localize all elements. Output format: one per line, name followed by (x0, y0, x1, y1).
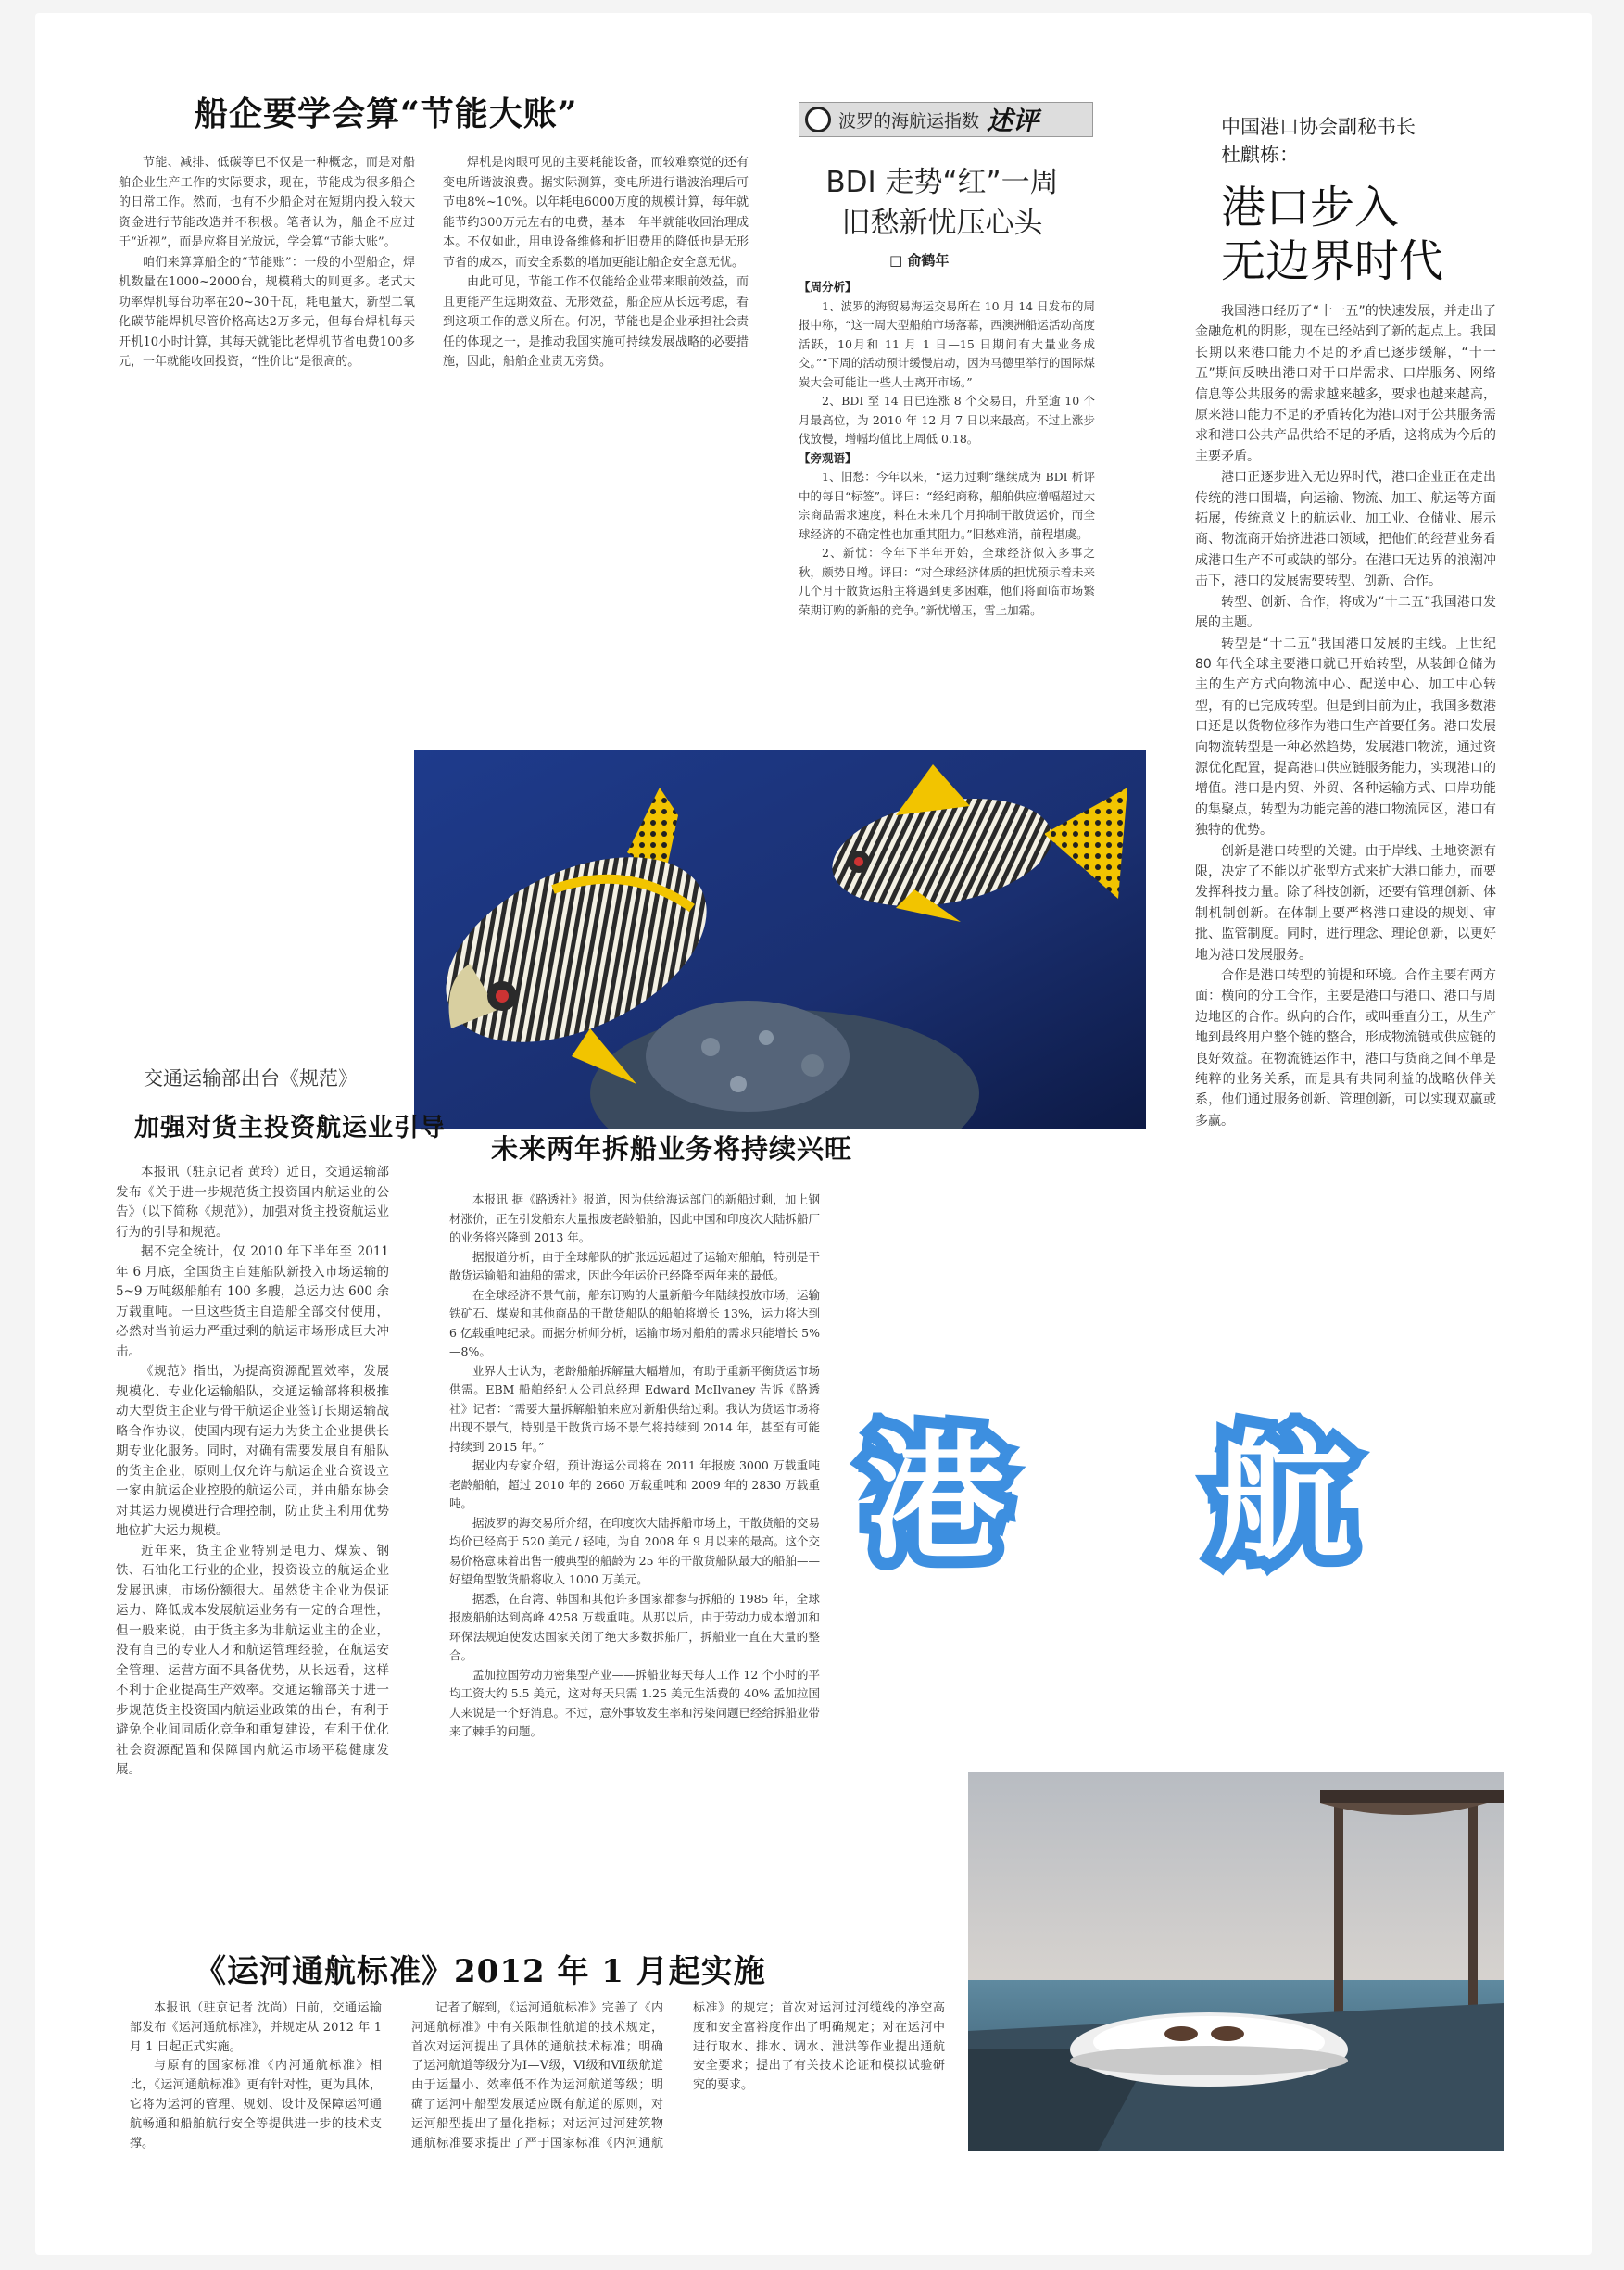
article4-title: 加强对货主投资航运业引导 (134, 1114, 446, 1142)
article2-paragraph: 2、新忧：今年下半年开始，全球经济似入多事之秋，颇势日增。评曰：“对全球经济体质的担忧预示着未来几个月干散货运船主将遇到更多困难，他们将面临市场繁荣期订购的新船的竞争。”新忧增压，雪上加霜。 (799, 546, 1095, 617)
article2-paragraph: 1、波罗的海贸易海运交易所在 10 月 14 日发布的周报中称，“这一周大型船舶市场落幕，西澳洲船运活动高度活跃，10月和 11 月 1 日—15 日期间有大量业务成交。”“下周的活动预计缓慢启动，因为马德里举行的国际煤炭大会可能让一些人士离开市场。” (799, 298, 1095, 389)
article3-paragraph: 转型是“十二五”我国港口发展的主线。上世纪 80 年代全球主要港口就已开始转型，从装卸仓储为主的生产方式向物流中心、配送中心、加工中心转型，有的已完成转型。但是到目前为止，我国多数港口还是以货物位移作为港口生产首要任务。港口发展向物流转型是一种必然趋势，发展港口物流，通过资源优化配置，提高港口供应链服务能力，实现港口的增值。港口是内贸、外贸、各种运输方式、口岸功能的集聚点，转型为功能完善的港口物流园区，港口有独特的优势。 (1195, 636, 1496, 839)
article2-title (799, 162, 1086, 244)
article2-title-line1: BDI 走势“红”一周 (825, 166, 1059, 199)
article2-paragraph: 1、旧愁：今年以来，“运力过剩”继续成为 BDI 析评中的每日“标签”。评曰：“经纪商称，船舶供应增幅超过大宗商品需求速度，料在未来几个月抑制干散货运价，而全球经济的不确定性也加重其阻力。”旧愁难消，前程堪虞。 (799, 470, 1095, 541)
column-tag-icon (805, 107, 831, 132)
article4-paragraph: 本报讯（驻京记者 黄玲）近日，交通运输部发布《关于进一步规范货主投资国内航运业的公告》（以下简称《规范》），加强对货主投资航运业行为的引导和规范。 (116, 1165, 389, 1240)
banner-char-shipping: 航 (1214, 1418, 1353, 1579)
article3-paragraph: 我国港口经历了“十一五”的快速发展，并走出了金融危机的阴影，现在已经站到了新的起点上。我国长期以来港口能力不足的矛盾已逐步缓解，“十一五”期间反映出港口对于口岸需求、口岸服务、网络信息等公共服务的需求越来越多，要求也越来越高，原来港口能力不足的矛盾转化为港口对于公共服务需求和港口公共产品供给不足的矛盾，这将成为今后的主要矛盾。 (1195, 304, 1496, 464)
article3-body (1195, 301, 1496, 1131)
article5-paragraph: 据悉，在台湾、韩国和其他许多国家都参与拆船的 1985 年，全球报废船舶达到高峰 4258 万载重吨。从那以后，由于劳动力成本增加和环保法规迫使发达国家关闭了绝大多数拆船厂，拆船业一直在大量的整合。 (449, 1591, 820, 1662)
article4-paragraph: 据不完全统计，仅 2010 年下半年至 2011 年 6 月底，全国货主自建船队新投入市场运输的 5~9 万吨级船舶有 100 多艘，总运力达 600 余万载重吨。一旦这些货主自造船全部交付使用，必然对当前运力严重过剩的航运市场形成巨大冲击。 (116, 1244, 389, 1359)
resort-illustration (968, 1772, 1504, 2151)
section-heading: 【周分析】 (799, 280, 857, 294)
article4-paragraph: 《规范》指出，为提高资源配置效率，发展规模化、专业化运输船队，交通运输部将积极推动大型货主企业与骨干航运企业签订长期运输战略合作协议，使国内现有运力为货主企业提供长期专业化服务。同时，对确有需要发展自有船队的货主企业，原则上仅允许与航运企业合资设立一家由航运企业控股的航运公司，并由船东协会对其运力规模进行合理控制，防止货主利用优势地位扩大运力规模。 (116, 1364, 389, 1538)
article3-kicker (1221, 113, 1416, 169)
article5-paragraph: 据波罗的海交易所介绍，在印度次大陆拆船市场上，干散货船的交易均价已经高于 520 美元 / 轻吨，为自 2008 年 9 月以来的最高。这个交易价格意味着出售一艘典型的船龄为 25 年的干散货船队最大的船舶——好望角型散货船将收入 1000 万美元。 (449, 1515, 821, 1586)
article5-paragraph: 本报讯 据《路透社》报道，因为供给海运部门的新船过剩，加上钢材涨价，正在引发船东大量报废老龄船舶，因此中国和印度次大陆拆船厂的业务将兴隆到 2013 年。 (449, 1192, 821, 1244)
article3-title-line1: 港口步入 (1221, 182, 1400, 233)
article1-paragraph: 由此可见，节能工作不仅能给企业带来眼前效益，而且更能产生远期效益、无形效益，船企应从长远考虑，看到这项工作的意义所在。何况，节能也是企业承担社会责任的体现之一，是推动我国实施可持续发展战略的必要措施，因此，船舶企业责无旁贷。 (443, 275, 749, 369)
article1-paragraph: 焊机是肉眼可见的主要耗能设备，而较难察觉的还有变电所谐波浪费。据实际测算，变电所进行谐波治理后可节电8%~10%。以年耗电6000万度的规模计算，每年就能节约300万元左右的电费，基本一年半就能收回治理成本。不仅如此，用电设备维修和折旧费用的降低也是无形节省的成本，而安全系数的增加更能让船企安全意无忧。 (443, 156, 749, 270)
article1-col2 (443, 153, 749, 372)
article6-paragraph: 记者了解到，《运河通航标准》完善了《内河通航标准》中有关限制性航道的技术规定，首次对运河提出了具体的通航技术标准；明确了运河航道等级分为Ⅰ—Ⅴ级，Ⅵ级和Ⅶ级航道由于运量小、效率低不作为运河航道等级；明确了运河中船型发展适应既有航道的原则，对运河船型提出了量化指标；对运河过河建筑物通航标准要求提出了严于国家标准《内河通航标准》的规定；首次对运河过河缆线的净空高度和安全富裕度作出了明确规定；对在运河中进行取水、排水、调水、泄洪等作业提出通航安全要求；提出了有关技术论证和模拟试验研究的要求。 (411, 2001, 945, 2150)
fish-illustration (414, 750, 1146, 1129)
article1-col1 (119, 153, 415, 372)
banner-char-port: 港 (866, 1418, 1006, 1579)
column-tag-label: 波罗的海航运指数 (838, 110, 980, 132)
article6-title: 《运河通航标准》2012 年 1 月起实施 (195, 1953, 766, 1990)
article1-paragraph: 咱们来算算船企的“节能账”：一般的小型船企，焊机数量在1000~2000台，规模稍大的则更多。老式大功率焊机每台功率在20~30千瓦，耗电量大，新型二氧化碳节能焊机尽管价格高达2万多元，但每台焊机每天开机10小时计算，其每天就能比老焊机节省电费100多元，一年就能收回投资，“性价比”是很高的。 (119, 255, 415, 369)
article3-kicker-title: 中国港口协会副秘书长 (1221, 116, 1416, 138)
article4-body (116, 1163, 389, 1781)
article4-kicker: 交通运输部出台《规范》 (144, 1067, 358, 1090)
article2-author: □ 俞鹤年 (889, 252, 950, 269)
article6-body (130, 1999, 945, 2153)
article3-title-line2: 无边界时代 (1221, 235, 1444, 287)
article5-title: 未来两年拆船业务将持续兴旺 (491, 1133, 853, 1165)
article5-body (449, 1191, 820, 1742)
column-tag-label-bold: 述评 (987, 106, 1039, 136)
article3-paragraph: 转型、创新、合作，将成为“十二五”我国港口发展的主题。 (1195, 594, 1496, 631)
article5-paragraph: 据业内专家介绍，预计海运公司将在 2011 年报废 3000 万载重吨老龄船舶，超过 2010 年的 2660 万载重吨和 2009 年的 2830 万载重吨。 (449, 1458, 820, 1510)
column-tag (799, 102, 1093, 137)
article6-paragraph: 本报讯（驻京记者 沈尚）日前，交通运输部发布《运河通航标准》，并规定从 2012 年 1 月 1 日起正式实施。 (130, 2001, 382, 2054)
section-heading: 【旁观语】 (799, 450, 857, 465)
article5-paragraph: 业界人士认为，老龄船舶拆解量大幅增加，有助于重新平衡货运市场供需。EBM 船舶经纪人公司总经理 Edward McIlvaney 告诉《路透社》记者：“需要大量拆解船舶来应对新船供给过剩。我认为货运市场将出现不景气，特别是干散货市场不景气将持续到 2014 年，甚至有可能持续到 2015 年。” (449, 1363, 821, 1454)
article3-paragraph: 合作是港口转型的前提和环境。合作主要有两方面：横向的分工合作，主要是港口与港口、港口与周边地区的合作。纵向的合作，或叫垂直分工，从生产地到最终用户整个链的整合，形成物流链或供应链的良好效益。在物流链运作中，港口与货商之间不单是纯粹的业务关系，而是具有共同利益的战略伙伴关系，他们通过服务创新、管理创新，可以实现双赢或多赢。 (1195, 968, 1496, 1129)
article1-title: 船企要学会算“节能大账” (195, 95, 578, 133)
article1-paragraph: 节能、减排、低碳等已不仅是一种概念，而是对船舶企业生产工作的实际要求，现在，节能成为很多船企的日常工作。然而，也有不少船企对在短期内投入较大资金进行节能改造并不积极。笔者认为，船企不应过于“近视”，而是应将目光放远，学会算“节能大账”。 (119, 156, 415, 249)
article2-body (799, 278, 1095, 620)
article3-title (1221, 181, 1443, 288)
article2-paragraph: 2、BDI 至 14 日已连涨 8 个交易日，升至逾 10 个月最高位，为 2010 年 12 月 7 日以来最高。不过上涨步伐放慢，增幅均值比上周低 0.18。 (799, 394, 1095, 446)
resort-photo (968, 1772, 1504, 2151)
article5-paragraph: 据报道分析，由于全球船队的扩张远远超过了运输对船舶，特别是干散货运输船和油船的需求，因此今年运价已经降至两年来的最低。 (449, 1249, 821, 1282)
article5-paragraph: 在全球经济不景气前，船东订购的大量新船今年陆续投放市场，运输铁矿石、煤炭和其他商品的干散货船队的船舶将增长 13%，运力将达到 6 亿载重吨纪录。而据分析师分析，运输市场对船舶的需求只能增长 5%—8%。 (449, 1287, 821, 1358)
article5-paragraph: 孟加拉国劳动力密集型产业——拆船业每天每人工作 12 个小时的平均工资大约 5.5 美元，这对每天只需 1.25 美元生活费的 40% 孟加拉国人来说是一个好消息。不过，意外事故发生率和污染问题已经给拆船业带来了棘手的问题。 (449, 1667, 821, 1738)
article3-kicker-person: 杜麒栋： (1221, 144, 1299, 166)
article4-paragraph: 近年来，货主企业特别是电力、煤炭、钢铁、石油化工行业的企业，投资设立的航运企业发展迅速，市场份额很大。虽然货主企业为保证运力、降低成本发展航运业务有一定的合理性，但一般来说，由于货主多为非航运业主的企业，没有自己的专业人才和航运管理经验，在航运安全管理、运营方面不具备优势，从长远看，这样不利于企业提高生产效率。交通运输部关于进一步规范货主投资国内航运业政策的出台，有利于避免企业间同质化竞争和重复建设，有利于优化社会资源配置和保障国内航运市场平稳健康发展。 (116, 1543, 389, 1777)
article6-paragraph: 与原有的国家标准《内河通航标准》相比，《运河通航标准》更有针对性，更为具体，它将为运河的管理、规划、设计及保障运河通航畅通和船舶航行安全等提供进一步的技术支撑。 (130, 2059, 382, 2150)
article2-title-line2: 旧愁新忧压心头 (841, 207, 1043, 240)
article3-paragraph: 港口正逐步进入无边界时代，港口企业正在走出传统的港口围墙，向运输、物流、加工、航运等方面拓展，传统意义上的航运业、加工业、仓储业、展示商、物流商开始挤进港口领域，把他们的经营业务看成港口生产不可或缺的部分。在港口无边界的浪潮冲击下，港口的发展需要转型、创新、合作。 (1195, 470, 1496, 589)
article3-paragraph: 创新是港口转型的关键。由于岸线、土地资源有限，决定了不能以扩张型方式来扩大港口能力，而要发挥科技力量。除了科技创新，还要有管理创新、体制机制创新。在体制上要严格港口建设的规划、审批、监管制度。同时，进行理念、理论创新，以更好地为港口发展服务。 (1195, 843, 1496, 963)
fish-photo (414, 750, 1146, 1129)
